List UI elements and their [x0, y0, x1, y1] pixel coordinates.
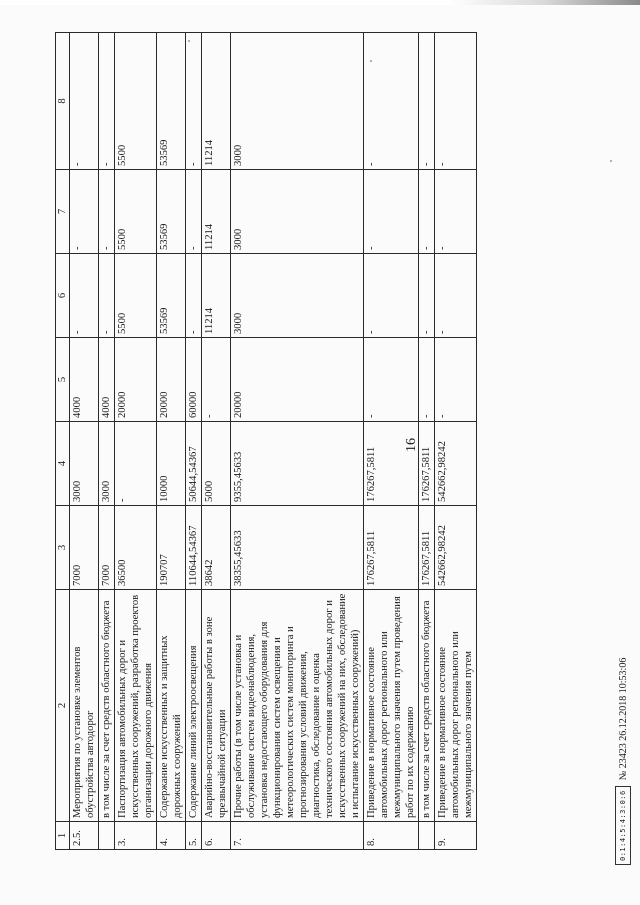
- cell-col8: -: [364, 33, 419, 170]
- row-title: в том числе за счет средств областного бюджета: [99, 590, 115, 822]
- row-number: 5.: [186, 822, 202, 850]
- row-number: 3.: [115, 822, 157, 850]
- document-reference: № 23423 26.12.2018 10:53:06: [617, 657, 629, 781]
- cell-col4: 9355,45633: [231, 422, 364, 506]
- cell-col7: -: [70, 170, 99, 254]
- table-row: [70, 33, 99, 850]
- cell-col6: 3000: [231, 254, 364, 338]
- cell-total: 542662,98242: [435, 506, 477, 590]
- column-header: 5: [56, 338, 70, 422]
- cell-col5: 20000: [115, 338, 157, 422]
- cell-col8: -: [419, 33, 435, 170]
- table-row: [186, 33, 202, 850]
- cell-col4: 50644,54367: [186, 422, 202, 506]
- cell-col8: 11214: [202, 33, 231, 170]
- cell-total: 7000: [99, 506, 115, 590]
- column-header: 2: [56, 590, 70, 822]
- cell-col7: -: [435, 170, 477, 254]
- registration-stamp: [615, 786, 631, 865]
- cell-col5: -: [435, 338, 477, 422]
- cell-col6: -: [99, 254, 115, 338]
- row-number: [419, 822, 435, 850]
- cell-col4: 3000: [70, 422, 99, 506]
- row-number: 6.: [202, 822, 231, 850]
- cell-col8: 5500: [115, 33, 157, 170]
- cell-col4: 3000: [99, 422, 115, 506]
- row-number: 4.: [157, 822, 186, 850]
- cell-col4: 176267,5811: [364, 422, 419, 506]
- cell-total: 38642: [202, 506, 231, 590]
- cell-col7: -: [99, 170, 115, 254]
- row-title: Приведение в нормативное состояние автомобильных дорог регионального или межмуниципального значения путем: [435, 590, 477, 822]
- cell-col8: -: [435, 33, 477, 170]
- cell-col7: -: [186, 170, 202, 254]
- cell-col6: 53569: [157, 254, 186, 338]
- row-title: Приведение в нормативное состояние автомобильных дорог регионального или межмуниципального значения путем проведения работ по их содержанию: [364, 590, 419, 822]
- cell-col7: 11214: [202, 170, 231, 254]
- table-row: [435, 33, 477, 850]
- cell-col5: -: [202, 338, 231, 422]
- cell-col4: -: [115, 422, 157, 506]
- cell-total: 36500: [115, 506, 157, 590]
- table-row: [202, 33, 231, 850]
- row-number: 8.: [364, 822, 419, 850]
- cell-total: 190707: [157, 506, 186, 590]
- column-header: 7: [56, 170, 70, 254]
- table-row: [419, 33, 435, 850]
- cell-col6: -: [419, 254, 435, 338]
- column-header: 8: [56, 33, 70, 170]
- data-table: [55, 32, 477, 850]
- cell-col5: 20000: [157, 338, 186, 422]
- cell-total: 176267,5811: [419, 506, 435, 590]
- row-title: Прочие работы (в том числе установка и обслуживание систем видеонаблюдения, установка недостающего оборудования для функционирования систем освещения и метеорологических систем мониторинга и прогнозирования условий движения, диагностика, обследование и оценка технического состояния автомобильных дорог и искусственных сооружений на них, обследование и испытание искусственных сооружений): [231, 590, 364, 822]
- row-number: 7.: [231, 822, 364, 850]
- cell-col5: 20000: [231, 338, 364, 422]
- table-row: [115, 33, 157, 850]
- cell-col6: -: [186, 254, 202, 338]
- row-title: Содержание линий электроосвещения: [186, 590, 202, 822]
- page-number: 16: [404, 438, 419, 452]
- cell-col8: -: [186, 33, 202, 170]
- row-title: Паспортизация автомобильных дорог и искусственных сооружений, разработка проектов организации дорожного движения: [115, 590, 157, 822]
- table-row: [231, 33, 364, 850]
- column-header: 3: [56, 506, 70, 590]
- cell-col6: 11214: [202, 254, 231, 338]
- cell-col5: 4000: [70, 338, 99, 422]
- row-number: 2.5.: [70, 822, 99, 850]
- cell-col8: 3000: [231, 33, 364, 170]
- cell-col5: -: [419, 338, 435, 422]
- row-title: в том числе за счет средств областного бюджета: [419, 590, 435, 822]
- cell-col4: 176267,5811: [419, 422, 435, 506]
- table-header-row: [56, 33, 70, 850]
- cell-col7: -: [364, 170, 419, 254]
- cell-col8: -: [99, 33, 115, 170]
- cell-col5: 60000: [186, 338, 202, 422]
- cell-col8: 53569: [157, 33, 186, 170]
- table-row: [157, 33, 186, 850]
- row-number: [99, 822, 115, 850]
- row-title: Содержание искусственных и защитных дорожных сооружений: [157, 590, 186, 822]
- cell-col4: 542662,98242: [435, 422, 477, 506]
- row-title: Мероприятия по установке элементов обустройства автодорог: [70, 590, 99, 822]
- table-row: [364, 33, 419, 850]
- column-header: 4: [56, 422, 70, 506]
- cell-col7: 3000: [231, 170, 364, 254]
- cell-col4: 10000: [157, 422, 186, 506]
- cell-total: 110644,54367: [186, 506, 202, 590]
- cell-col5: 4000: [99, 338, 115, 422]
- cell-col4: 5000: [202, 422, 231, 506]
- cell-total: 38355,45633: [231, 506, 364, 590]
- cell-total: 176267,5811: [364, 506, 419, 590]
- cell-total: 7000: [70, 506, 99, 590]
- column-header: 6: [56, 254, 70, 338]
- table-row: [99, 33, 115, 850]
- cell-col6: -: [364, 254, 419, 338]
- cell-col6: -: [435, 254, 477, 338]
- stamp-code: 0:1:4:5:4:3:0:6: [619, 790, 627, 861]
- row-number: 9.: [435, 822, 477, 850]
- cell-col7: -: [419, 170, 435, 254]
- cell-col7: 5500: [115, 170, 157, 254]
- document-footer: [615, 658, 631, 865]
- row-title: Аварийно-восстановительные работы в зоне чрезвычайной ситуации: [202, 590, 231, 822]
- cell-col7: 53569: [157, 170, 186, 254]
- cell-col5: -: [364, 338, 419, 422]
- cell-col8: -: [70, 33, 99, 170]
- cell-col6: 5500: [115, 254, 157, 338]
- column-header: 1: [56, 822, 70, 850]
- cell-col6: -: [70, 254, 99, 338]
